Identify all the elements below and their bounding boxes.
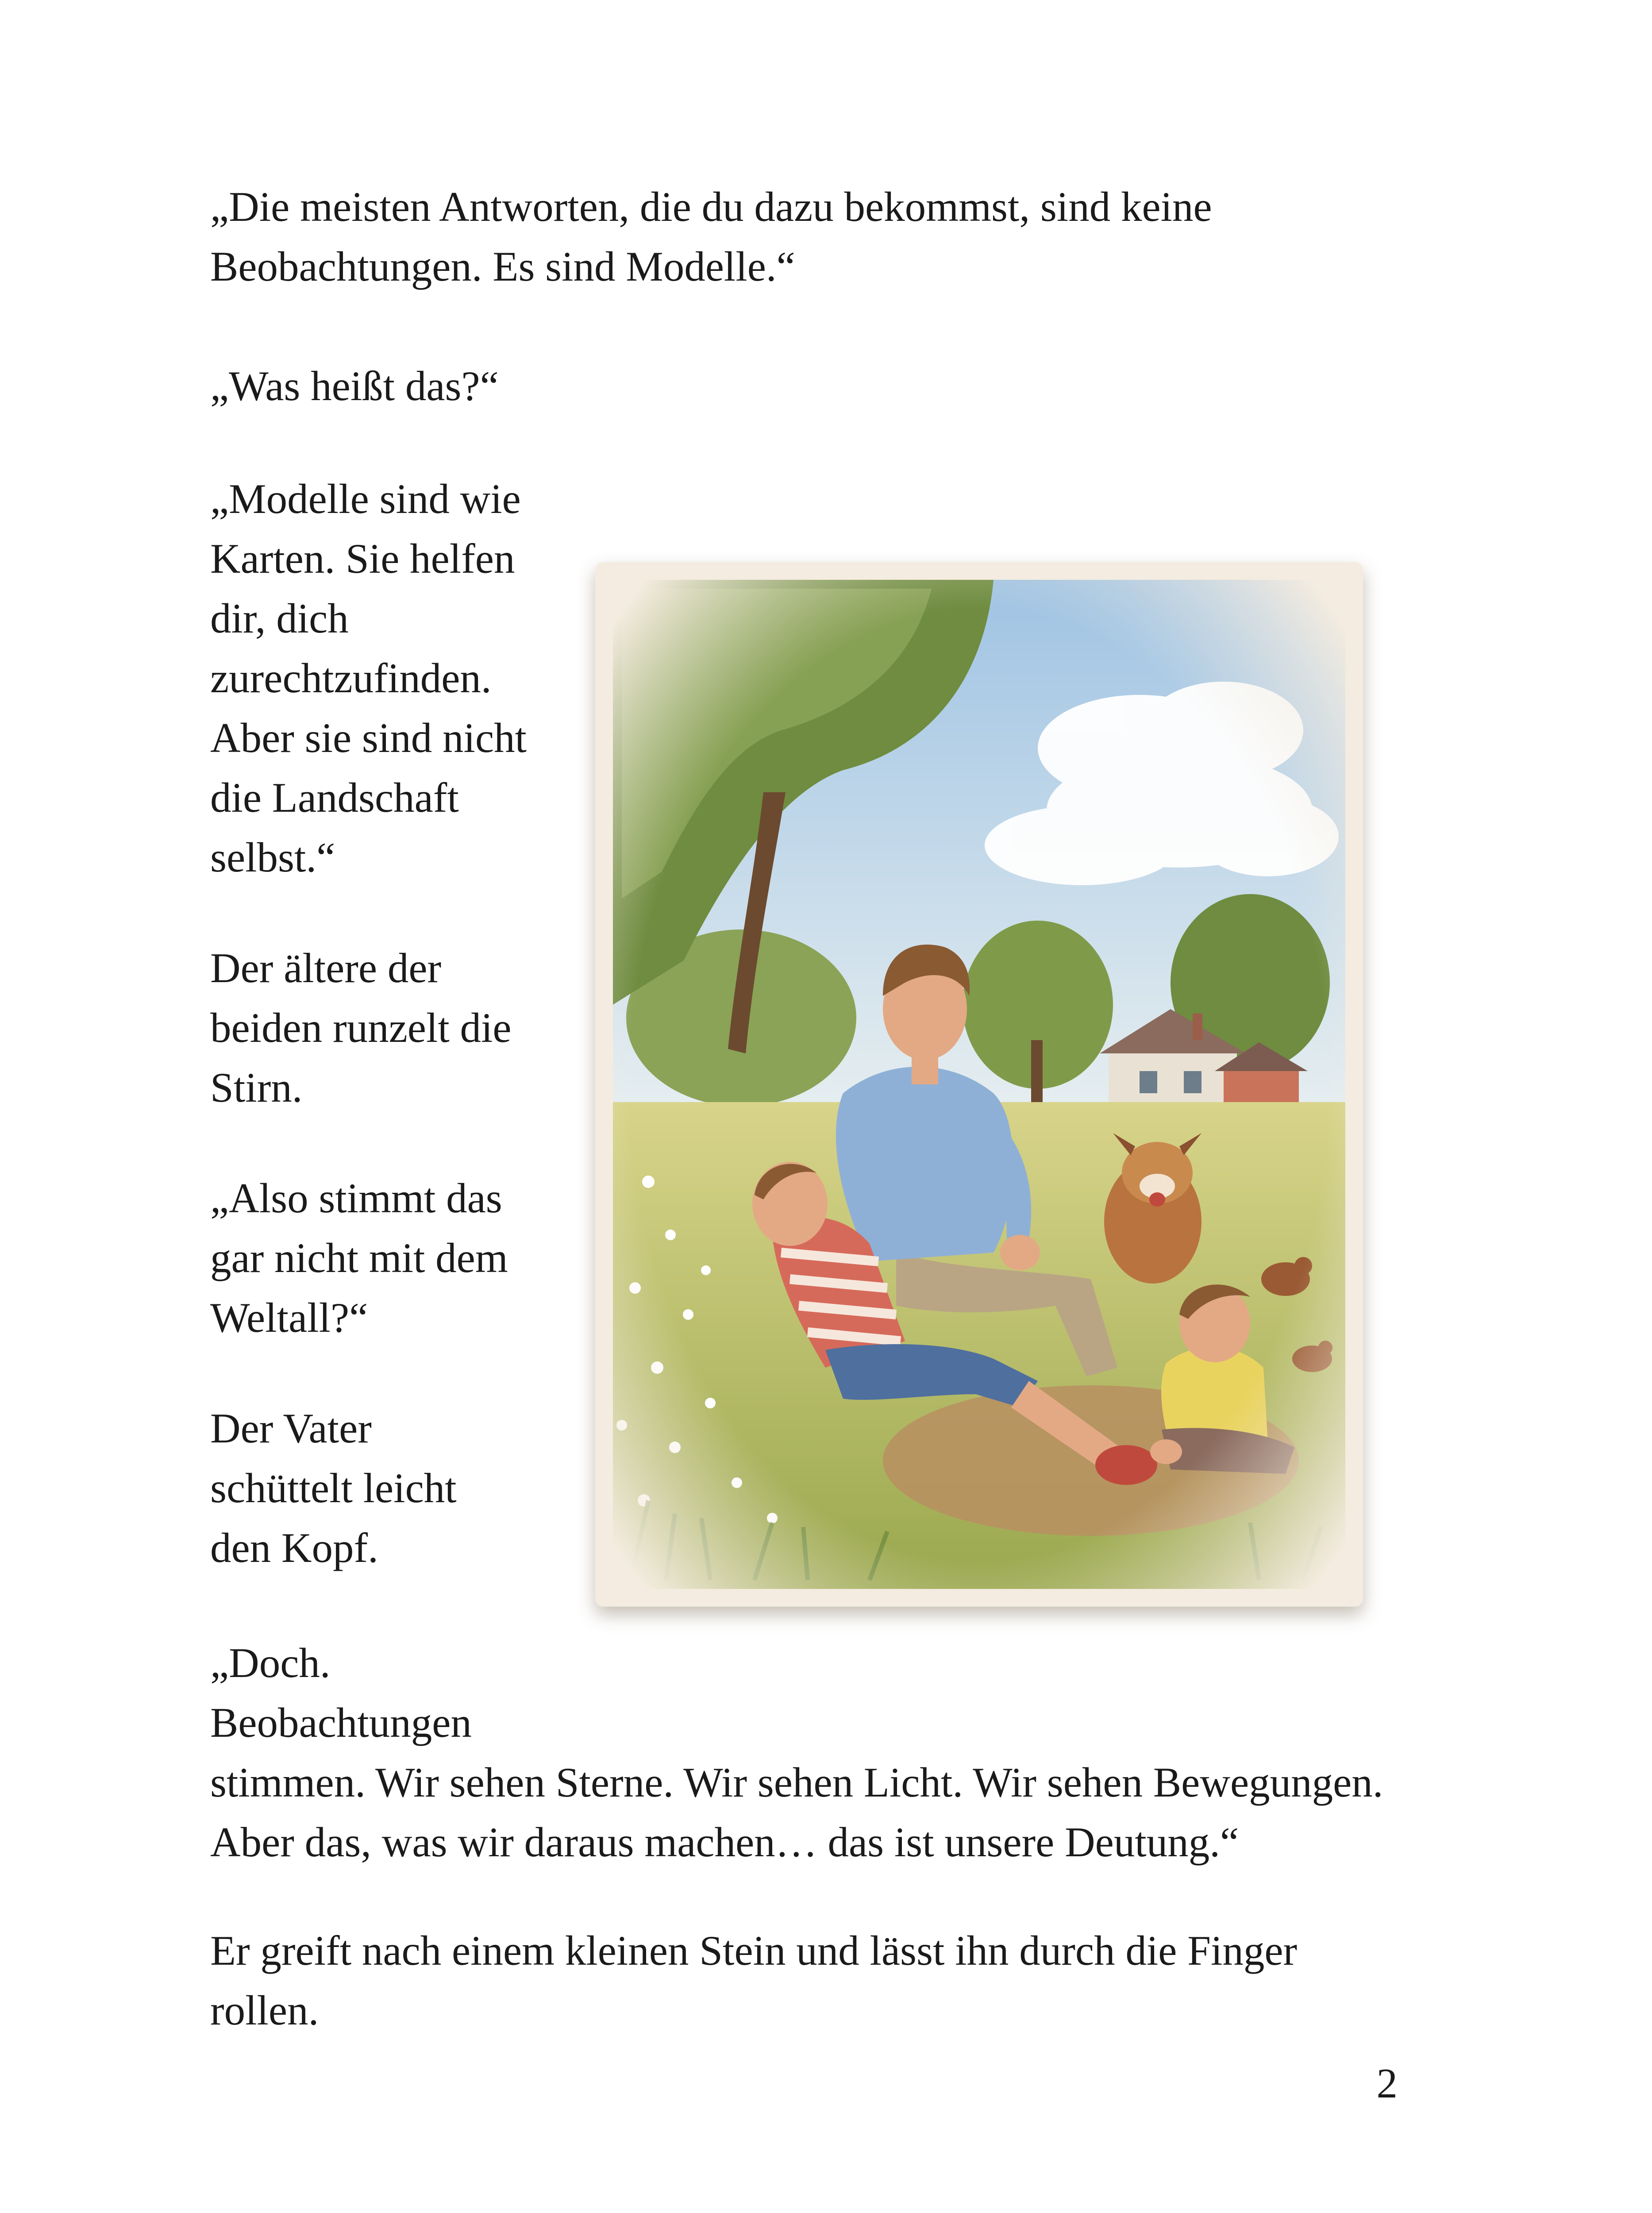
paragraph-7 xyxy=(210,1633,1383,1872)
text-line: Stirn. xyxy=(210,1064,303,1111)
text-line: „Doch. xyxy=(210,1639,331,1686)
text-line: Aber das, was wir daraus machen… das ist unsere Deutung.“ xyxy=(210,1819,1239,1866)
text-line: Er greift nach einem kleinen Stein und lässt ihn durch die Finger xyxy=(210,1927,1298,1974)
page-number: 2 xyxy=(1376,2060,1398,2107)
text-line: die Landschaft xyxy=(210,774,459,821)
text-line: „Was heißt das?“ xyxy=(210,362,499,409)
text-line: Aber sie sind nicht xyxy=(210,714,527,761)
text-line: Beobachtungen xyxy=(210,1699,472,1746)
paragraph-4 xyxy=(210,938,512,1118)
paragraph-2 xyxy=(210,356,499,416)
text-line: „Modelle sind wie xyxy=(210,475,521,522)
paragraph-5 xyxy=(210,1168,508,1348)
text-line: selbst.“ xyxy=(210,834,335,881)
text-line: rollen. xyxy=(210,1987,319,2034)
text-line: „Die meisten Antworten, die du dazu bekommst, sind keine xyxy=(210,183,1212,230)
text-line: Karten. Sie helfen xyxy=(210,535,515,582)
text-line: Weltall?“ xyxy=(210,1294,368,1341)
text-line: schüttelt leicht xyxy=(210,1465,457,1511)
text-line: „Also stimmt das xyxy=(210,1175,502,1222)
text-line: Der ältere der xyxy=(210,945,442,991)
paragraph-3 xyxy=(210,469,527,887)
text-line: Der Vater xyxy=(210,1405,372,1452)
text-line: dir, dich xyxy=(210,595,349,642)
paragraph-1 xyxy=(210,177,1212,297)
illustration-drawing xyxy=(595,562,1363,1607)
text-line: gar nicht mit dem xyxy=(210,1234,508,1281)
paragraph-6 xyxy=(210,1399,457,1578)
paragraph-8 xyxy=(210,1921,1297,2040)
text-line: den Kopf. xyxy=(210,1524,378,1571)
text-line: beiden runzelt die xyxy=(210,1004,512,1051)
text-line: stimmen. Wir sehen Sterne. Wir sehen Licht. Wir sehen Bewegungen. xyxy=(210,1759,1383,1806)
text-line: zurechtzufinden. xyxy=(210,655,492,702)
illustration-father-and-sons-in-meadow xyxy=(595,562,1363,1607)
text-line: Beobachtungen. Es sind Modelle.“ xyxy=(210,243,795,290)
paper-vignette xyxy=(595,562,1363,1607)
